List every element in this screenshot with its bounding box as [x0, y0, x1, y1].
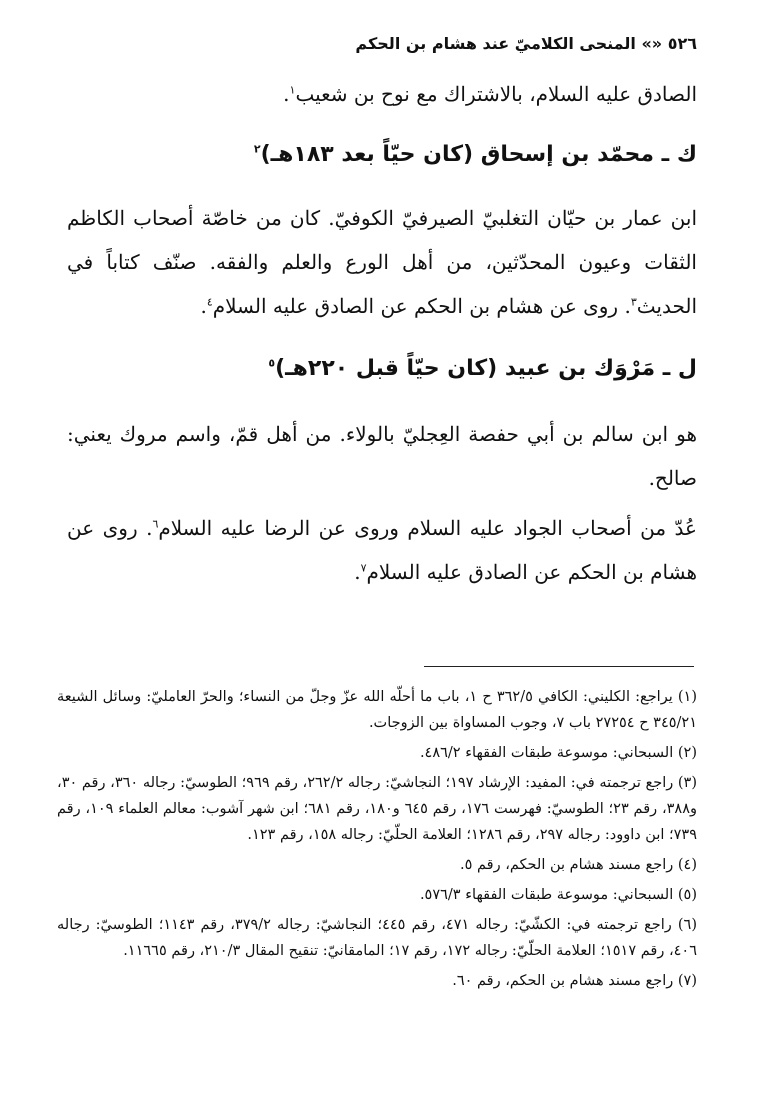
period: .: [283, 82, 290, 106]
footnote-3: (٣) راجع ترجمته في: المفيد: الإرشاد ١٩٧؛ النجاشيّ: رجاله ٢٦٢/٢، رقم ٩٦٩؛ الطوسيّ: رجاله ٣٦٠، رقم ٣٠، و٣٨٨، رقم ٢٣؛ الطوسيّ: فهرست ١٧٦، رقم ٦٤٥ و١٨٠، رقم ٦٨١؛ ابن شهر آشوب: معالم العلماء ١٠٩، رقم ٧٣٩؛ ابن داوود: رجاله ٢٩٧، رقم ١٢٨٦؛ العلامة الحلّيّ: رجاله ١٥٨، رقم ١٢٣.: [57, 775, 698, 843]
entry-heading-l: [67, 356, 697, 381]
entry-heading-text: ل ـ مَرْوَك بن عبيد (كان حيّاً قبل ٢٢٠هـ): [275, 356, 697, 381]
page-number: ٥٢٦: [667, 34, 697, 53]
footnote-ref: ٧: [360, 561, 367, 575]
footnote-2: (٢) السبحاني: موسوعة طبقات الفقهاء ٤٨٦/٢.: [419, 745, 697, 761]
footnote-ref: ٢: [253, 142, 261, 156]
entry-l-text: عُدّ من أصحاب الجواد عليه السلام وروى عن الرضا عليه السلام: [158, 516, 697, 540]
footnote-4: (٤) راجع مسند هشام بن الحكم، رقم ٥.: [460, 857, 697, 873]
footnote-ref: ٣: [630, 295, 637, 309]
intro-text: الصادق عليه السلام، بالاشتراك مع نوح بن شعيب: [295, 82, 697, 106]
footnote-ref: ٤: [206, 295, 213, 309]
footnote-5: (٥) السبحاني: موسوعة طبقات الفقهاء ٥٧٦/٣.: [419, 887, 697, 903]
footnote-ref: ١: [289, 83, 296, 97]
footnote-7: (٧) راجع مسند هشام بن الحكم، رقم ٦٠.: [452, 973, 697, 989]
entry-k-paragraph: [67, 196, 697, 328]
intro-paragraph: [67, 72, 697, 116]
period: .: [354, 560, 361, 584]
entry-k-text-cont: . روى عن هشام بن الحكم عن الصادق عليه السلام: [212, 294, 631, 318]
entry-l-paragraph-1: [67, 412, 697, 500]
entry-heading-k: [67, 142, 697, 167]
footnote-divider: [424, 666, 694, 667]
footnote-1: (١) يراجع: الكليني: الكافي ٣٦٢/٥ ح ١، باب ما أحلّه الله عزّ وجلّ من النساء؛ والحرّ العامليّ: وسائل الشيعة ٣٤٥/٢١ ح ٢٧٢٥٤ باب ٧، وجوب المساواة بين الزوجات.: [57, 689, 698, 731]
entry-l-text: هو ابن سالم بن أبي حفصة العِجليّ بالولاء. من أهل قمّ، واسم مروك يعني: صالح.: [67, 422, 698, 490]
running-title: المنحى الكلاميّ عند هشام بن الحكم: [355, 34, 636, 53]
footnotes: [57, 684, 697, 998]
entry-heading-text: ك ـ محمّد بن إسحاق (كان حيّاً بعد ١٨٣هـ): [260, 142, 697, 167]
entry-k-text: ابن عمار بن حيّان التغلبيّ الصيرفيّ الكوفيّ. كان من خاصّة أصحاب الكاظم الثقات وعيون المحدّثين، من أهل الورع والعلم والفقه. صنّف كتاباً في الحديث: [67, 206, 697, 318]
footnote-ref: ٥: [268, 356, 276, 370]
running-header: [67, 34, 697, 53]
header-separator: «»: [641, 34, 663, 53]
entry-l-text-cont: . روى عن هشام بن الحكم عن الصادق عليه السلام: [67, 516, 697, 584]
footnote-ref: ٦: [152, 517, 159, 531]
entry-l-paragraph-2: [67, 506, 697, 594]
footnote-6: (٦) راجع ترجمته في: الكشّيّ: رجاله ٤٧١، رقم ٤٤٥؛ النجاشيّ: رجاله ٣٧٩/٢، رقم ١١٤٣؛ الطوسيّ: رجاله ٤٠٦، رقم ١٥١٧؛ العلامة الحلّيّ: رجاله ١٧٢، رقم ١٧؛ المامقانيّ: تنقيح المقال ٢١٠/٣، رقم ١١٦٦٥.: [57, 917, 698, 959]
period: .: [200, 294, 207, 318]
